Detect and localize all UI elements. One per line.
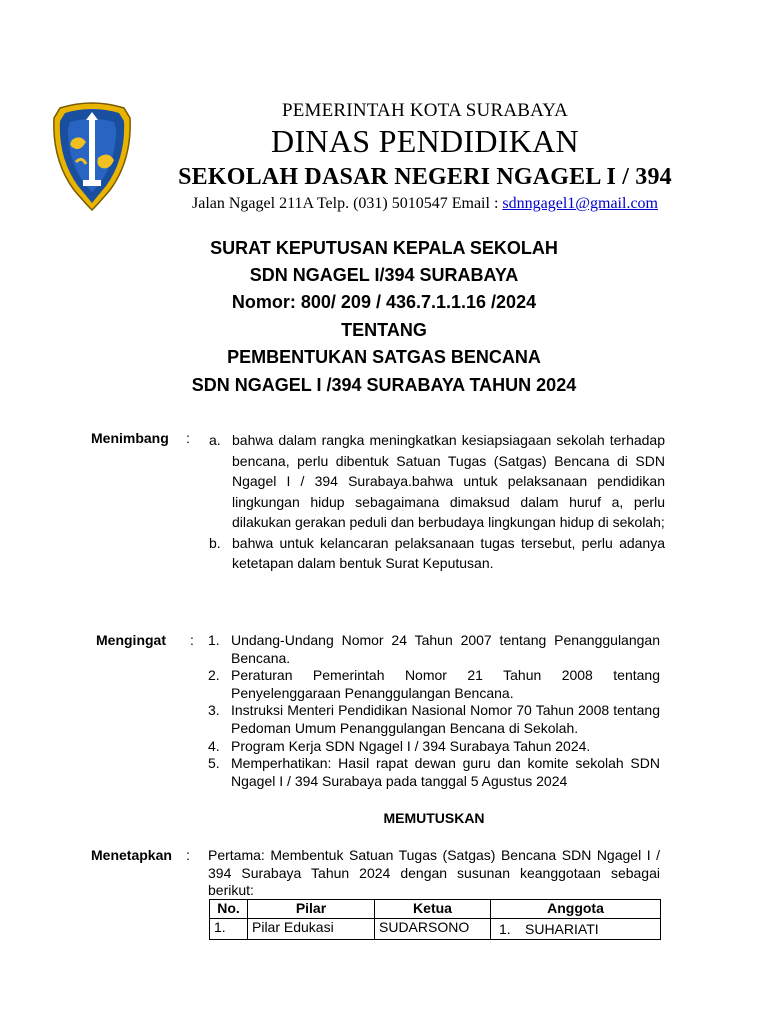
menetapkan-colon: :: [186, 847, 190, 863]
item-text: Instruksi Menteri Pendidikan Nasional Nomor 70 Tahun 2008 tentang Pedoman Umum Penanggulangan Bencana di Sekolah.: [231, 702, 660, 736]
mengingat-item-3: [208, 702, 660, 737]
mengingat-list: [208, 632, 660, 790]
anggota-marker: 1.: [499, 921, 511, 937]
item-text: Memperhatikan: Hasil rapat dewan guru dan komite sekolah SDN Ngagel I / 394 Surabaya pada tanggal 5 Agustus 2024: [231, 755, 660, 789]
header-ketua: Ketua: [375, 900, 491, 919]
item-marker: 4.: [208, 737, 220, 754]
email-link[interactable]: sdnngagel1@gmail.com: [502, 195, 658, 212]
item-marker: 5.: [208, 755, 220, 772]
surabaya-logo: [50, 100, 134, 212]
item-text: Peraturan Pemerintah Nomor 21 Tahun 2008 tentang Penyelenggaraan Penanggulangan Bencana.: [231, 667, 660, 701]
item-marker: b.: [209, 534, 221, 551]
cell-ketua: SUDARSONO: [375, 919, 491, 940]
address-text: Jalan Ngagel 211A Telp. (031) 5010547 Email :: [192, 195, 503, 212]
shield-crest-icon: [50, 100, 134, 212]
mengingat-item-5: [208, 755, 660, 790]
header-anggota: Anggota: [491, 900, 661, 919]
table-header-row: [210, 900, 661, 919]
memutuskan-heading: MEMUTUSKAN: [383, 810, 485, 826]
satgas-table: [209, 899, 661, 940]
menetapkan-text: Pertama: Membentuk Satuan Tugas (Satgas) Bencana SDN Ngagel I / 394 Surabaya Tahun 2024 dengan susunan keanggotaan sebagai berikut:: [208, 847, 660, 899]
menimbang-colon: :: [186, 430, 190, 446]
menetapkan-label: Menetapkan: [91, 847, 172, 863]
mengingat-item-4: [208, 738, 660, 756]
cell-pilar: Pilar Edukasi: [248, 919, 375, 940]
mengingat-item-1: [208, 632, 660, 667]
letterhead-school-name: SEKOLAH DASAR NEGERI NGAGEL I / 394: [178, 164, 672, 190]
menimbang-label: Menimbang: [91, 430, 169, 446]
letterhead-government: PEMERINTAH KOTA SURABAYA: [281, 100, 569, 121]
mengingat-item-2: [208, 667, 660, 702]
cell-no: 1.: [210, 919, 248, 940]
doc-subject-line2: SDN NGAGEL I /394 SURABAYA TAHUN 2024: [191, 375, 577, 395]
anggota-name: SUHARIATI: [525, 921, 599, 937]
item-marker: 1.: [208, 632, 220, 648]
letterhead-address: [160, 195, 690, 213]
doc-title-line2: SDN NGAGEL I/394 SURABAYA: [249, 265, 519, 285]
menimbang-item-a: [209, 430, 665, 533]
cell-anggota: [491, 919, 661, 940]
header-no: No.: [210, 900, 248, 919]
doc-subject-line1: PEMBENTUKAN SATGAS BENCANA: [227, 347, 541, 367]
item-text: bahwa dalam rangka meningkatkan kesiapsiagaan sekolah terhadap bencana, perlu dibentuk Satuan Tugas (Satgas) Bencana di SDN Ngagel I / 394 Surabaya.bahwa untuk pelaksanaan pendidikan lingkungan hidup sebagaimana dimaksud dalam huruf a, perlu dilakukan gerakan peduli dan berbudaya lingkungan hidup di sekolah;: [232, 432, 665, 530]
header-pilar: Pilar: [248, 900, 375, 919]
item-text: Undang-Undang Nomor 24 Tahun 2007 tentang Penanggulangan Bencana.: [231, 632, 660, 666]
doc-number: Nomor: 800/ 209 / 436.7.1.1.16 /2024: [231, 292, 537, 312]
item-marker: 2.: [208, 667, 220, 684]
item-marker: 3.: [208, 702, 220, 719]
item-text: Program Kerja SDN Ngagel I / 394 Surabaya Tahun 2024.: [231, 737, 591, 754]
menimbang-list: [209, 430, 665, 574]
menimbang-item-b: [209, 533, 665, 574]
doc-title-line1: SURAT KEPUTUSAN KEPALA SEKOLAH: [210, 238, 558, 258]
item-text: bahwa untuk kelancaran pelaksanaan tugas tersebut, perlu adanya ketetapan dalam bentuk Surat Keputusan.: [232, 534, 665, 571]
doc-title-tentang: TENTANG: [341, 320, 427, 340]
mengingat-colon: :: [190, 632, 194, 648]
item-marker: a.: [209, 432, 221, 448]
letterhead-department: DINAS PENDIDIKAN: [271, 123, 579, 159]
mengingat-label: Mengingat: [96, 632, 166, 648]
table-row: [210, 919, 661, 940]
